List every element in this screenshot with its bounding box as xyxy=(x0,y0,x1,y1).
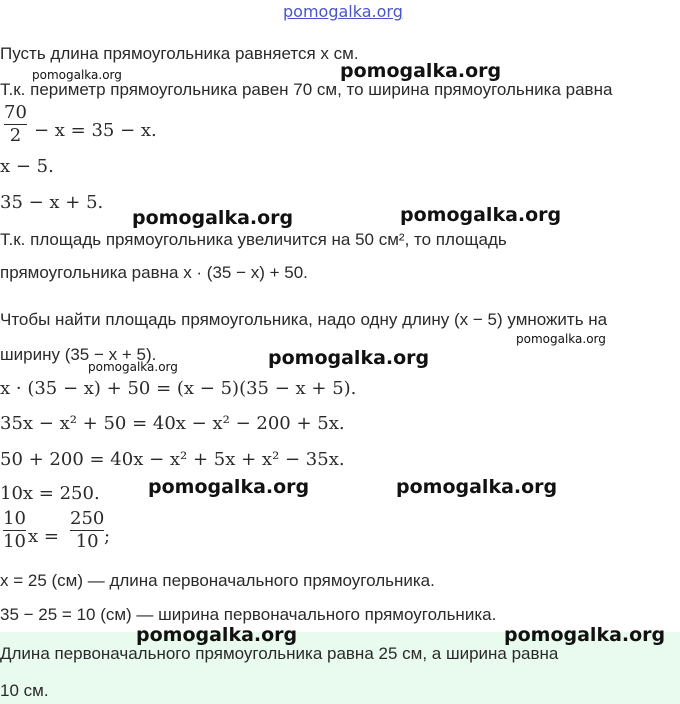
fraction-denominator: 2 xyxy=(9,125,22,146)
line-9: ширину (35 − x + 5). xyxy=(0,345,157,364)
line-10: x · (35 − x) + 50 = (x − 5)(35 − x + 5). xyxy=(0,378,357,399)
fraction-denominator: 10 xyxy=(3,531,26,552)
watermark: pomogalka.org xyxy=(268,347,430,369)
line-7: прямоугольника равна x · (35 − x) + 50. xyxy=(0,263,308,282)
watermark: pomogalka.org xyxy=(340,60,502,82)
line-5: 35 − x + 5. xyxy=(0,192,104,213)
answer-line-2: 10 см. xyxy=(0,681,49,700)
line-11: 35x − x² + 50 = 40x − x² − 200 + 5x. xyxy=(0,413,345,434)
line-3: − x = 35 − x. xyxy=(34,120,157,141)
watermark: pomogalka.org xyxy=(400,204,562,226)
fraction-numerator: 10 xyxy=(3,508,26,529)
line-8: Чтобы найти площадь прямоугольника, надо одну длину (x − 5) умножить на xyxy=(0,310,608,329)
watermark: pomogalka.org xyxy=(504,624,666,646)
fraction-10-10 xyxy=(3,509,26,552)
line-4: x − 5. xyxy=(0,156,54,177)
watermark: pomogalka.org xyxy=(132,207,294,229)
watermark-top: pomogalka.org xyxy=(283,2,403,21)
fraction-70-2 xyxy=(4,103,27,146)
line-14-mid: x = xyxy=(28,526,59,547)
watermark: pomogalka.org xyxy=(516,332,606,346)
line-16: 35 − 25 = 10 (см) — ширина первоначального прямоугольника. xyxy=(0,605,497,624)
fraction-numerator: 70 xyxy=(4,102,27,123)
line-15: x = 25 (см) — длина первоначального прямоугольника. xyxy=(0,571,435,590)
fraction-denominator: 10 xyxy=(75,531,99,552)
watermark: pomogalka.org xyxy=(396,476,558,498)
watermark: pomogalka.org xyxy=(88,360,178,374)
line-12: 50 + 200 = 40x − x² + 5x + x² − 35x. xyxy=(0,449,345,470)
line-2: Т.к. периметр прямоугольника равен 70 см, то ширина прямоугольника равна xyxy=(0,80,613,99)
watermark: pomogalka.org xyxy=(148,476,310,498)
line-13: 10x = 250. xyxy=(0,483,100,504)
line-6: Т.к. площадь прямоугольника увеличится на 50 см², то площадь xyxy=(0,230,507,249)
watermark: pomogalka.org xyxy=(32,68,122,82)
fraction-numerator: 250 xyxy=(70,508,105,529)
fraction-250-10 xyxy=(70,509,104,552)
watermark: pomogalka.org xyxy=(136,624,298,646)
answer-line-1: Длина первоначального прямоугольника равна 25 см, а ширина равна xyxy=(0,644,559,663)
line-14-end: ; xyxy=(104,526,111,547)
line-1: Пусть длина прямоугольника равняется x см. xyxy=(0,44,359,63)
